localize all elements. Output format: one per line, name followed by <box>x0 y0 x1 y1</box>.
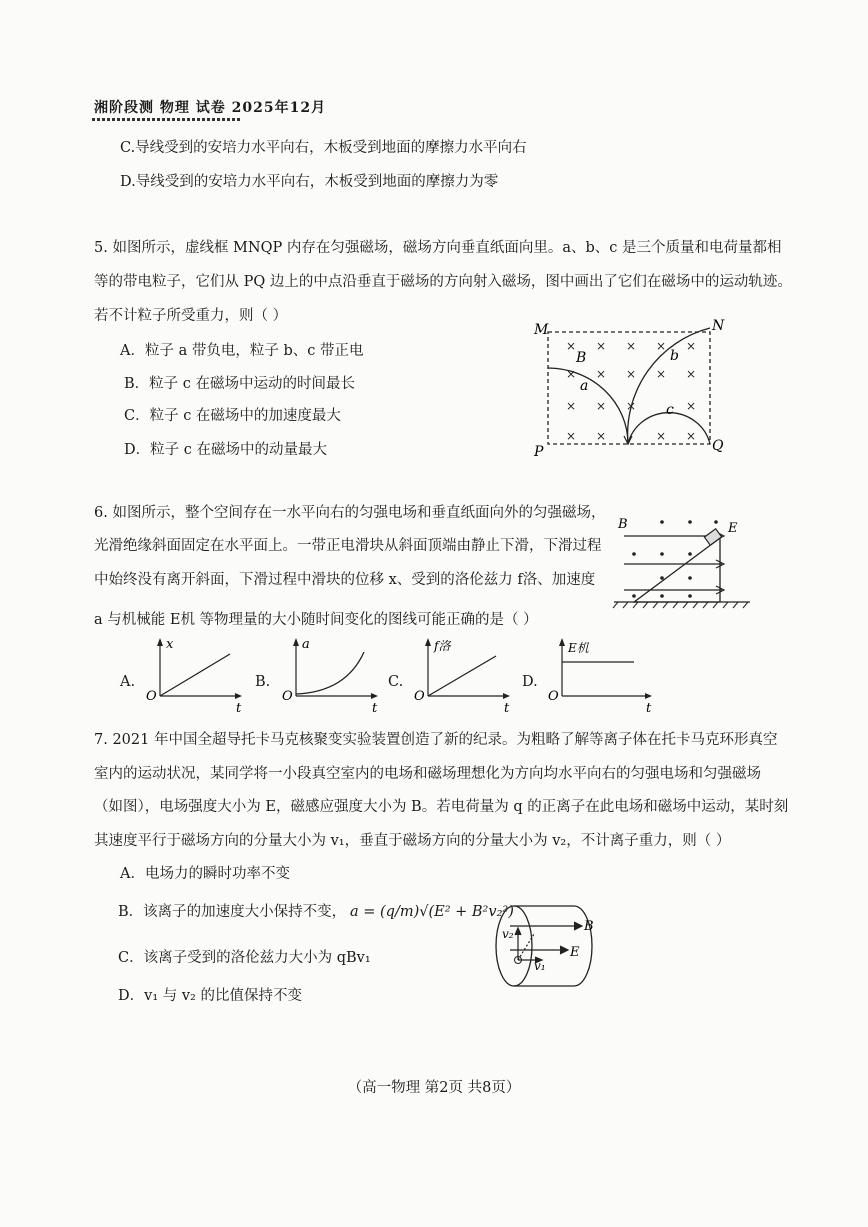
q5-label-p: P <box>534 444 544 458</box>
svg-text:×: × <box>566 367 577 381</box>
q6-graph-c-xlabel: t <box>504 701 510 716</box>
q7-label-b: B <box>584 919 594 934</box>
svg-text:×: × <box>686 339 697 353</box>
q6-graph-c-option: C. <box>388 674 404 690</box>
q6-graph-a-xlabel: t <box>236 701 242 716</box>
q5-stem-line2: 等的带电粒子，它们从 PQ 边上的中点沿垂直于磁场的方向射入磁场，图中画出了它们在磁场中的运动轨迹。 <box>94 274 792 290</box>
svg-text:×: × <box>656 429 667 443</box>
q7-stem-line1: 7. 2021 年中国全超导托卡马克核聚变实验装置创造了新的纪录。为粗略了解等离子体在托卡马克环形真空 <box>94 732 778 748</box>
q5-label-m: M <box>534 322 549 338</box>
q5-label-q: Q <box>712 438 724 454</box>
svg-text:×: × <box>596 399 607 413</box>
q4-option-c: C.导线受到的安培力水平向右，木板受到地面的摩擦力水平向右 <box>120 140 527 156</box>
svg-text:×: × <box>626 367 637 381</box>
q6-graph-c <box>408 636 518 718</box>
q6-incline <box>634 538 720 602</box>
q5-label-c: c <box>666 402 674 418</box>
q6-graph-d-origin: O <box>548 689 559 704</box>
q7-option-c: C．该离子受到的洛伦兹力大小为 qBv₁ <box>118 950 371 966</box>
q6-graph-b-curve <box>296 652 364 694</box>
q5-option-a: A．粒子 a 带负电，粒子 b、c 带正电 <box>120 343 364 359</box>
q5-track-b <box>628 328 710 444</box>
q7-label-v2: v₂ <box>502 927 514 941</box>
q5-label-n: N <box>712 318 725 334</box>
q6-graph-a-curve <box>160 654 230 696</box>
svg-text:×: × <box>656 367 667 381</box>
q5-label-b-field: B <box>576 350 587 366</box>
q7-stem-line4: 其速度平行于磁场方向的分量大小为 v₁，垂直于磁场方向的分量大小为 v₂，不计离子重力，则（ ） <box>94 833 731 849</box>
q6-graph-d-xlabel: t <box>646 701 652 716</box>
q6-stem-line4: a 与机械能 E机 等物理量的大小随时间变化的图线可能正确的是（ ） <box>94 612 538 628</box>
q6-graph-b-ylabel: a <box>302 637 310 652</box>
q7-label-v1: v₁ <box>534 959 546 973</box>
svg-text:×: × <box>656 339 667 353</box>
q6-slider-block <box>704 529 721 545</box>
q5-option-c: C．粒子 c 在磁场中的加速度最大 <box>124 408 341 424</box>
svg-text:×: × <box>596 339 607 353</box>
page-header: 湘阶段测 物理 试卷 2025年12月 <box>94 100 327 116</box>
q7-cylinder-figure <box>488 898 606 998</box>
q6-graph-c-curve <box>428 656 496 696</box>
q5-option-b: B．粒子 c 在磁场中运动的时间最长 <box>124 376 355 392</box>
q7-option-d: D．v₁ 与 v₂ 的比值保持不变 <box>118 988 302 1004</box>
q6-graph-c-ylabel: f洛 <box>434 639 451 653</box>
q6-ground-hatch <box>613 602 748 608</box>
q6-graph-a-option: A. <box>120 674 136 690</box>
q6-graph-b <box>276 636 386 718</box>
q5-label-a: a <box>580 378 589 394</box>
q7-option-b-formula: a = (q/m)√(E² + B²v₂²) <box>350 904 514 920</box>
q5-label-b: b <box>670 348 679 364</box>
q5-stem-line3: 若不计粒子所受重力，则（ ） <box>94 308 288 324</box>
svg-text:×: × <box>626 399 637 413</box>
svg-text:×: × <box>596 429 607 443</box>
q6-graph-d <box>542 636 662 718</box>
svg-text:×: × <box>596 367 607 381</box>
q6-stem-line2: 光滑绝缘斜面固定在水平面上。一带正电滑块从斜面顶端由静止下滑，下滑过程 <box>94 538 602 554</box>
svg-text:×: × <box>686 429 697 443</box>
q7-cylinder-body <box>514 906 574 986</box>
svg-text:×: × <box>566 339 577 353</box>
q6-graph-a-origin: O <box>146 689 157 704</box>
q7-stem-line2: 室内的运动状况，某同学将一小段真空室内的电场和磁场理想化为方向均水平向右的匀强电场和匀强磁场 <box>94 766 761 782</box>
page-footer: （高一物理 第2页 共8页） <box>347 1080 521 1096</box>
q6-label-b: B <box>618 517 628 532</box>
q6-graph-a <box>140 636 250 718</box>
q7-option-b: B．该离子的加速度大小保持不变， <box>118 904 347 920</box>
q6-incline-figure <box>610 508 760 612</box>
q5-magnetic-field-figure <box>530 318 740 458</box>
svg-text:×: × <box>686 399 697 413</box>
q6-graph-b-option: B. <box>255 674 271 690</box>
q6-graph-a-ylabel: x <box>166 637 174 652</box>
svg-text:×: × <box>566 429 577 443</box>
q6-graph-d-option: D. <box>522 674 538 690</box>
q6-graph-d-ylabel: E机 <box>568 641 589 655</box>
q7-stem-line3: （如图），电场强度大小为 E，磁感应强度大小为 B。若电荷量为 q 的正离子在此电场和磁场中运动，某时刻 <box>94 799 789 815</box>
svg-text:×: × <box>626 339 637 353</box>
q5-stem-line1: 5. 如图所示，虚线框 MNQP 内存在匀强磁场，磁场方向垂直纸面向里。a、b、c 是三个质量和电荷量都相 <box>94 240 782 256</box>
q6-graph-b-xlabel: t <box>372 701 378 716</box>
q6-graph-b-origin: O <box>282 689 293 704</box>
q7-label-e: E <box>570 945 580 960</box>
header-underline <box>92 118 242 121</box>
q6-stem-line3: 中始终没有离开斜面，下滑过程中滑块的位移 x、受到的洛伦兹力 f洛、加速度 <box>94 572 596 588</box>
q6-stem-line1: 6. 如图所示，整个空间存在一水平向右的匀强电场和垂直纸面向外的匀强磁场， <box>94 505 606 521</box>
q6-label-e: E <box>728 521 738 536</box>
q4-option-d: D.导线受到的安培力水平向右，木板受到地面的摩擦力为零 <box>120 174 499 190</box>
svg-text:×: × <box>686 367 697 381</box>
q6-graph-c-origin: O <box>414 689 425 704</box>
q5-option-d: D．粒子 c 在磁场中的动量最大 <box>124 442 327 458</box>
svg-text:×: × <box>566 399 577 413</box>
q7-option-a: A．电场力的瞬时功率不变 <box>120 866 290 882</box>
q6-field-dots <box>632 520 718 598</box>
